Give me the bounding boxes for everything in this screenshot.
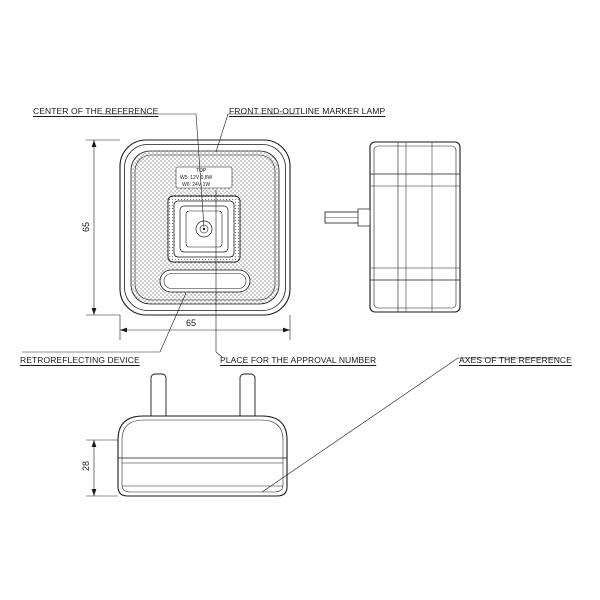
label-place-for-the-approval-number: PLACE FOR THE APPROVAL NUMBER <box>220 355 377 365</box>
side-view <box>325 142 460 312</box>
dimension-height-bottom-view: 28 <box>81 461 91 472</box>
side-housing-inner <box>374 146 456 308</box>
label-front-end-outline-marker-lamp: FRONT END-OUTLINE MARKER LAMP <box>229 106 386 116</box>
leader-lines <box>22 114 560 492</box>
cable-gland <box>358 209 370 226</box>
center-point <box>203 228 205 230</box>
label-retroreflecting-device: RETROREFLECTING DEVICE <box>20 355 140 365</box>
label-center-of-the-reference: CENTER OF THE REFERENCE <box>33 106 159 116</box>
label-axes-of-the-reference: AXES OF THE REFERENCE <box>459 355 572 365</box>
dimension-width-front-view: 65 <box>186 318 197 328</box>
marking-w5: W5: 12V 0,8W <box>180 175 213 181</box>
marking-top: TOP <box>196 168 207 174</box>
bottom-body-inner <box>122 420 283 492</box>
bottom-view <box>118 374 287 496</box>
lower-oval-inner <box>164 274 246 289</box>
marking-w6: W6: 24V 1W <box>182 182 211 188</box>
front-view <box>120 140 290 315</box>
dimension-height-front-view: 65 <box>81 222 91 233</box>
